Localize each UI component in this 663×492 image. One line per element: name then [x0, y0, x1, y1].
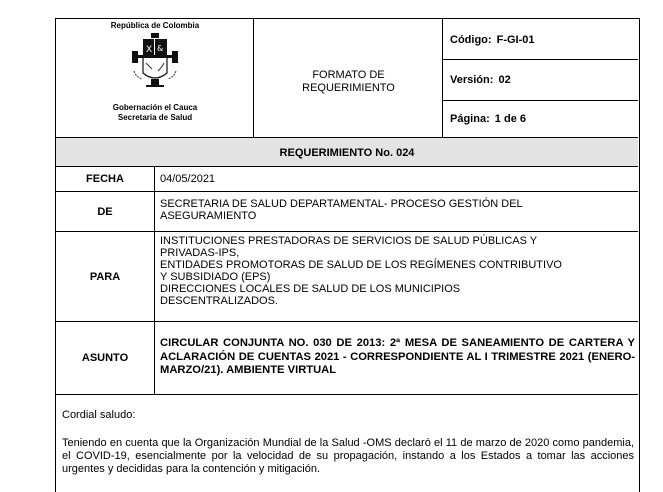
entity-name	[56, 103, 254, 123]
para-line: INSTITUCIONES PRESTADORAS DE SERVICIOS DE SALUD PÚBLICAS Y	[160, 235, 538, 247]
asunto-label: ASUNTO	[81, 352, 129, 364]
version-label: Versión:	[450, 73, 494, 86]
de-label: DE	[97, 205, 113, 218]
pagina-value: 1 de 6	[494, 113, 526, 125]
coat-of-arms-icon	[126, 33, 184, 95]
requirement-number: REQUERIMIENTO No. 024	[56, 138, 638, 167]
de-value: SECRETARIA DE SALUD DEPARTAMENTAL- PROCESO GESTIÓN DEL ASEGURAMIENTO	[160, 198, 523, 222]
version-value: 02	[498, 73, 511, 86]
fecha-label: FECHA	[86, 173, 124, 185]
greeting: Cordial saludo:	[62, 409, 136, 421]
para-line: ENTIDADES PROMOTORAS DE SALUD DE LOS REGÍMENES CONTRIBUTIVO	[160, 259, 562, 271]
pagina-label: Página:	[450, 113, 490, 125]
para-value	[160, 235, 635, 307]
body-paragraph: Teniendo en cuenta que la Organización Mundial de la Salud -OMS declaró el 11 de marzo de 2020 como pandemia, el COVID-19, esencialmente por la velocidad de su propagación, instando a los Estados a tomar las acciones urgentes y decididas para la contención y mitigación.	[62, 437, 634, 475]
format-title	[254, 19, 443, 138]
para-line: PRIVADAS-IPS,	[160, 247, 240, 259]
format-title-line-2: REQUERIMIENTO	[302, 81, 395, 94]
codigo-value: F-GI-01	[496, 33, 535, 46]
country-label: República de Colombia	[110, 21, 200, 30]
codigo-label: Código:	[450, 33, 492, 46]
codigo-field	[448, 19, 638, 60]
fecha-value: 04/05/2021	[160, 173, 216, 185]
format-title-line-1: FORMATO DE	[312, 68, 385, 81]
divider	[56, 394, 638, 395]
para-line: Y SUBSIDIADO (EPS)	[160, 271, 271, 283]
svg-text:X: X	[146, 45, 153, 55]
para-label: PARA	[89, 270, 121, 283]
version-field	[448, 59, 638, 100]
para-line: DESCENTRALIZADOS.	[160, 295, 278, 307]
requirement-document	[55, 18, 640, 492]
asunto-value: CIRCULAR CONJUNTA NO. 030 DE 2013: 2ª MESA DE SANEAMIENTO DE CARTERA Y ACLARACIÓN DE CUENTAS 2021 - CORRESPONDIENTE AL I TRIMESTRE 2021 (ENERO-MARZO/21). AMBIENTE VIRTUAL	[160, 337, 635, 376]
divider	[154, 167, 155, 394]
entity-line-1: Gobernación el Cauca	[112, 103, 198, 112]
pagina-field	[448, 100, 638, 138]
svg-text:&: &	[157, 44, 164, 53]
para-line: DIRECCIONES LOCALES DE SALUD DE LOS MUNICIPIOS	[160, 283, 461, 295]
entity-line-2: Secretaria de Salud	[117, 113, 193, 122]
